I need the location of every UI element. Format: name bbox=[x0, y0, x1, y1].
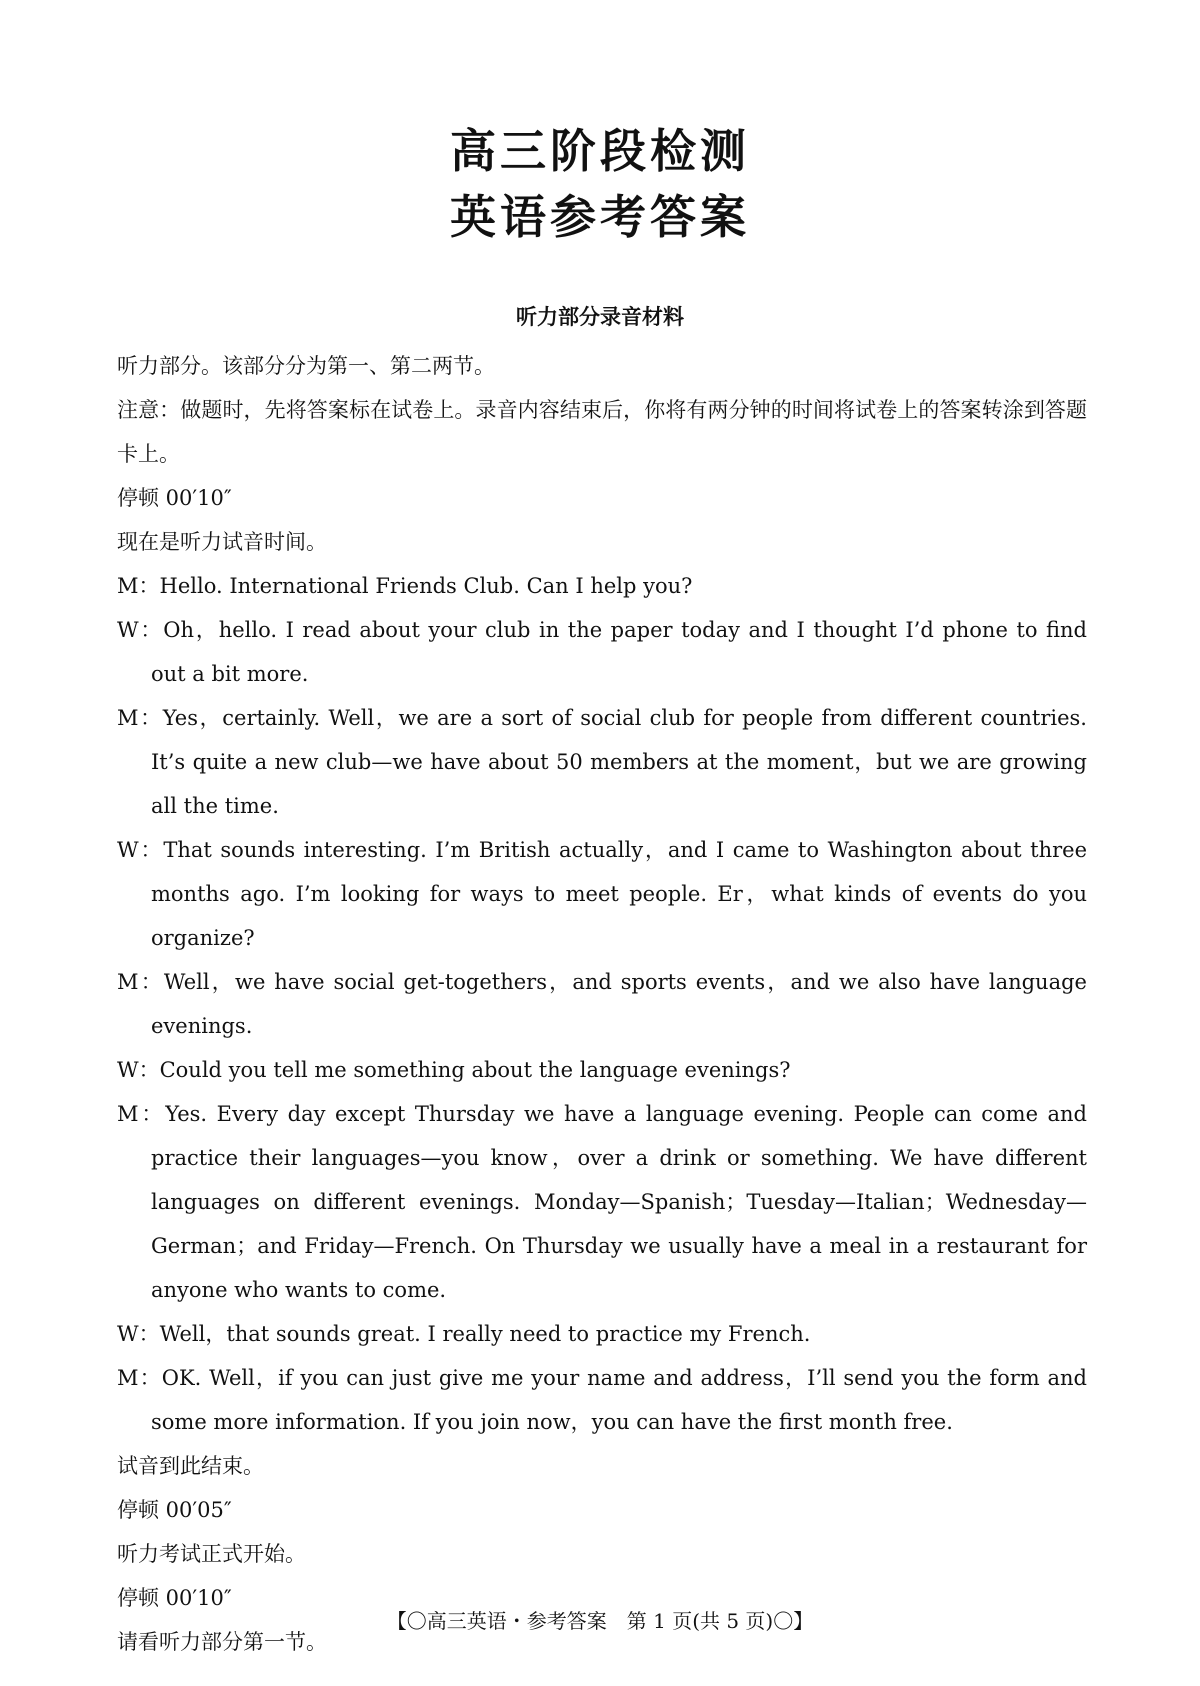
speaker-label: M： bbox=[117, 1366, 162, 1390]
outro-line: 请看听力部分第一节。 bbox=[117, 1630, 327, 1654]
outro-line: 试音到此结束。 bbox=[117, 1454, 264, 1478]
pause-line: 停顿 00′05″ bbox=[117, 1498, 232, 1522]
intro-line: 注意：做题时，先将答案标在试卷上。录音内容结束后，你将有两分钟的时间将试卷上的答案转涂到答题卡上。 bbox=[117, 398, 1087, 466]
page-footer: 【〇高三英语・参考答案 第 1 页(共 5 页)〇】 bbox=[386, 1609, 814, 1633]
speaker-label: M： bbox=[117, 970, 164, 994]
dialog-text: Yes. Every day except Thursday we have a language evening. People can come and practice their languages—you know，over a drink or something. We have different languages on different evenings. Monday—Spanish；Tuesday—Italian；Wednesday—German；and Friday—French. On Thursday we usually have a meal in a restaurant for anyone who wants to come. bbox=[151, 1102, 1088, 1302]
speaker-label: W： bbox=[117, 1058, 160, 1082]
dialog-line bbox=[117, 1092, 1087, 1312]
intro-line: 听力部分。该部分分为第一、第二两节。 bbox=[117, 354, 495, 378]
page-title: 高三阶段检测 bbox=[450, 124, 750, 178]
dialog-line bbox=[117, 1048, 1087, 1092]
dialog-text: Could you tell me something about the language evenings? bbox=[159, 1058, 791, 1082]
pause-line: 停顿 00′10″ bbox=[117, 486, 232, 510]
dialog-line bbox=[117, 1312, 1087, 1356]
intro-line: 现在是听力试音时间。 bbox=[117, 530, 327, 554]
dialog-text: That sounds interesting. I’m British actually，and I came to Washington about three months ago. I’m looking for ways to meet people. Er，what kinds of events do you organize? bbox=[151, 838, 1087, 950]
page-subtitle: 英语参考答案 bbox=[450, 190, 750, 244]
dialog-text: Yes，certainly. Well，we are a sort of social club for people from different countries. It’s quite a new club—we have about 50 members at the moment，but we are growing all the time. bbox=[151, 706, 1087, 818]
dialog-text: Well，that sounds great. I really need to practice my French. bbox=[159, 1322, 811, 1346]
speaker-label: W： bbox=[117, 618, 164, 642]
section-heading: 听力部分录音材料 bbox=[516, 305, 684, 329]
dialog-text: Oh，hello. I read about your club in the paper today and I thought I’d phone to find out a bit more. bbox=[151, 618, 1087, 686]
speaker-label: M： bbox=[117, 706, 163, 730]
dialog-line bbox=[117, 608, 1087, 696]
dialog-line bbox=[117, 828, 1087, 960]
dialog-line bbox=[117, 564, 1087, 608]
dialog-line bbox=[117, 696, 1087, 828]
dialog-text: Hello. International Friends Club. Can I help you? bbox=[159, 574, 693, 598]
speaker-label: W： bbox=[117, 1322, 160, 1346]
speaker-label: M： bbox=[117, 574, 160, 598]
speaker-label: W： bbox=[117, 838, 164, 862]
dialog-text: OK. Well，if you can just give me your name and address，I’ll send you the form and some more information. If you join now，you can have the first month free. bbox=[151, 1366, 1087, 1434]
dialog-text: Well，we have social get-togethers，and sports events，and we also have language evenings. bbox=[151, 970, 1087, 1038]
dialog-line bbox=[117, 1356, 1087, 1444]
pause-line: 停顿 00′10″ bbox=[117, 1586, 232, 1610]
outro-line: 听力考试正式开始。 bbox=[117, 1542, 306, 1566]
speaker-label: M： bbox=[117, 1102, 166, 1126]
dialog-line bbox=[117, 960, 1087, 1048]
transcript-body bbox=[117, 344, 1087, 1664]
title-block bbox=[0, 118, 1200, 250]
